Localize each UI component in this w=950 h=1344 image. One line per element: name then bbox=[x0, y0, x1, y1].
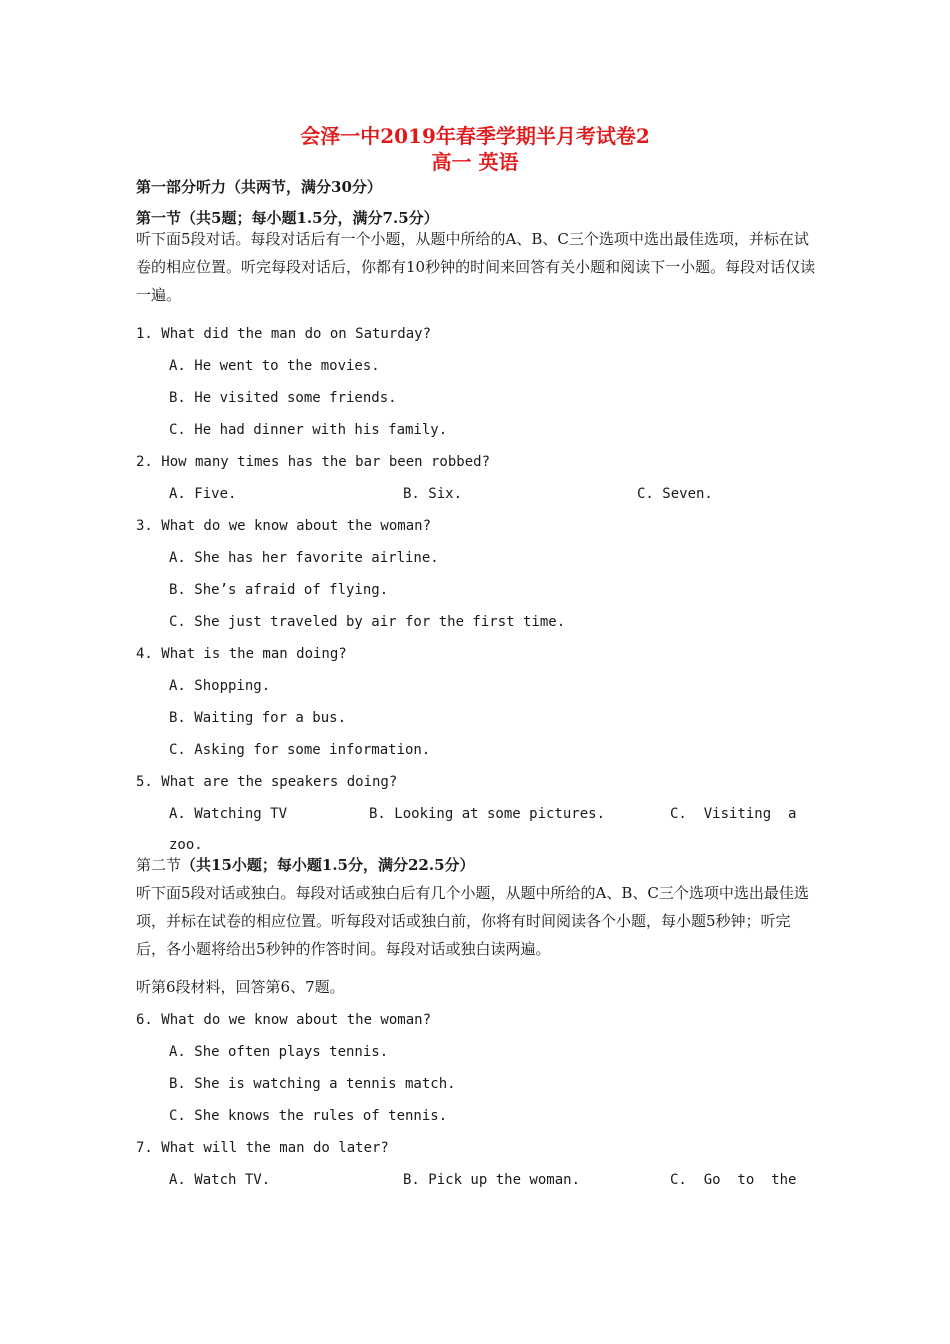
q4-option-a: A. Shopping. bbox=[169, 678, 271, 694]
section2-heading bbox=[136, 854, 475, 876]
section2-heading-prefix: 第二节 bbox=[136, 856, 182, 874]
question-3: 3. What do we know about the woman? bbox=[136, 518, 432, 534]
q6-option-b: B. She is watching a tennis match. bbox=[169, 1076, 456, 1092]
section1-instructions: 听下面5段对话。每段对话后有一个小题，从题中所给的A、B、C三个选项中选出最佳选项，并标在试卷的相应位置。听完每段对话后，你都有10秒钟的时间来回答有关小题和阅读下一小题。每段对话仅读一遍。 bbox=[136, 230, 816, 304]
q6-option-a: A. She often plays tennis. bbox=[169, 1044, 389, 1060]
question-5: 5. What are the speakers doing? bbox=[136, 774, 398, 790]
q7-option-a: A. Watch TV. bbox=[169, 1172, 271, 1188]
q5-option-a: A. Watching TV bbox=[169, 806, 288, 822]
q1-option-c: C. He had dinner with his family. bbox=[169, 422, 448, 438]
q5-option-b: B. Looking at some pictures. bbox=[369, 806, 606, 822]
q1-option-b: B. He visited some friends. bbox=[169, 390, 397, 406]
section2-heading-rest: （共15小题；每小题1.5分，满分22.5分） bbox=[181, 856, 475, 874]
q3-option-b: B. She’s afraid of flying. bbox=[169, 582, 389, 598]
question-2: 2. How many times has the bar been robbed? bbox=[136, 454, 491, 470]
exam-subtitle: 高一 英语 bbox=[431, 150, 519, 174]
q3-option-a: A. She has her favorite airline. bbox=[169, 550, 439, 566]
exam-title: 会泽一中2019年春季学期半月考试卷2 bbox=[300, 124, 650, 148]
q3-option-c: C. She just traveled by air for the first time. bbox=[169, 614, 566, 630]
q5-option-c-continued: zoo. bbox=[169, 837, 203, 853]
question-6: 6. What do we know about the woman? bbox=[136, 1012, 432, 1028]
q5-option-c: C. Visiting a bbox=[670, 806, 797, 822]
q2-option-c: C. Seven. bbox=[637, 486, 713, 502]
q4-option-b: B. Waiting for a bus. bbox=[169, 710, 347, 726]
q7-option-b: B. Pick up the woman. bbox=[403, 1172, 581, 1188]
question-7: 7. What will the man do later? bbox=[136, 1140, 389, 1156]
q2-option-a: A. Five. bbox=[169, 486, 237, 502]
section1-heading: 第一节（共5题；每小题1.5分，满分7.5分） bbox=[136, 209, 439, 227]
q1-option-a: A. He went to the movies. bbox=[169, 358, 380, 374]
material-6-note: 听第6段材料，回答第6、7题。 bbox=[136, 978, 345, 996]
question-1: 1. What did the man do on Saturday? bbox=[136, 326, 432, 342]
q4-option-c: C. Asking for some information. bbox=[169, 742, 431, 758]
q7-option-c: C. Go to the bbox=[670, 1172, 797, 1188]
q2-option-b: B. Six. bbox=[403, 486, 463, 502]
part1-heading: 第一部分听力（共两节，满分30分） bbox=[136, 178, 382, 196]
question-4: 4. What is the man doing? bbox=[136, 646, 347, 662]
section2-instructions: 听下面5段对话或独白。每段对话或独白后有几个小题，从题中所给的A、B、C三个选项中选出最佳选项，并标在试卷的相应位置。听每段对话或独白前，你将有时间阅读各个小题，每小题5秒钟；听完后，各小题将给出5秒钟的作答时间。每段对话或独白读两遍。 bbox=[136, 884, 809, 958]
q6-option-c: C. She knows the rules of tennis. bbox=[169, 1108, 448, 1124]
